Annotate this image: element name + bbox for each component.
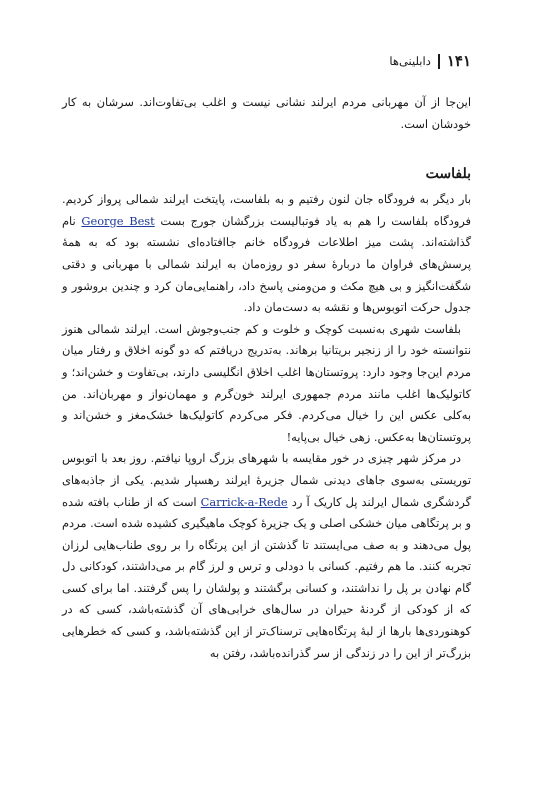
carrick-a-rede-link[interactable]: Carrick-a-Rede bbox=[200, 494, 288, 509]
section-heading: بلفاست bbox=[425, 166, 471, 183]
paragraph-3-text-end: است که از طناب بافته شده و بر پرتگاهی میان خشکی اصلی و یک جزیرهٔ کوچک ماهیگیری کشیده شده است. مردم پول می‌دهند و به صف می‌ایستند تا گذشتن از این پرتگاه را بر روی طناب‌هایی لرزان تجربه کنند. ما هم رفتیم. کسانی با دودلی و ترس و لرز گام بر می‌داشتند، کودکانی دل گام نهادن بر پل را نداشتند، و کسانی برگشتند و پولشان را پس گرفتند. اما برای کسی که از کودکی از گردنهٔ حیران در سال‌های خرابی‌های آن گذشته‌باشد، کسی که در کوهنوردی‌ها بارها از لبهٔ پرتگاه‌هایی ترسناک‌تر از این گذشته‌باشد، و کسی که خطرهایی بزرگ‌تر از این را در زندگی از سر گذرانده‌باشد، رفتن به bbox=[62, 494, 471, 660]
page-number: ۱۴۱ bbox=[446, 52, 471, 70]
intro-paragraph: این‌جا از آن مهربانی مردم ایرلند نشانی نیست و اغلب بی‌تفاوت‌اند. سرشان به کار خودشان است. bbox=[62, 95, 471, 131]
paragraph-2-text: بلفاست شهری به‌نسبت کوچک و خلوت و کم جنب‌وجوش است. ایرلند شمالی هنوز نتوانسته خود را از زنجیر بریتانیا برهاند. به‌تدریج دریافتم که دو گونه اخلاق و رفتار میان مردم این‌جا وجود دارد: پروتستان‌ها اغلب اخلاق انگلیسی دارند، بی‌تفاوت و خشن‌اند؛ و کاتولیک‌ها اغلب مانند مردم جمهوری ایرلند خون‌گرم و مهمان‌نواز و مهربان‌اند. من به‌کلی عکس این را خیال می‌کردم. فکر می‌کردم کاتولیک‌ها خشک‌مغز و خشن‌اند و پروتستان‌ها به‌عکس. زهی خیال بی‌پایه! bbox=[62, 321, 471, 444]
paragraph-1 bbox=[62, 189, 471, 319]
paragraph-1-text-end: نام گذاشته‌اند. پشت میز اطلاعات فرودگاه خانم جاافتاده‌ای نشسته بود که به همهٔ پرسش‌های فراوان ما دربارهٔ سفر دو روزه‌مان به ایرلند شمالی با مهربانی و دقتی شگفت‌انگیز و بی هیچ مکث و من‌ومنی پاسخ داد، راهنمایی‌مان کرد و چندین بروشور و جدول حرکت اتوبوس‌ها و نقشه به دست‌مان داد. bbox=[62, 213, 471, 315]
paragraph-3-text-start: در مرکز شهر چیزی در خور مقایسه با شهرهای بزرگ اروپا نیافتم. روز بعد با اتوبوس توریستی به‌سوی جاهای دیدنی شمال جزیرهٔ ایرلند رهسپار شدیم. یکی از جاذبه‌های گردشگری شمال ایرلند پل کاریک آ رد bbox=[62, 451, 471, 509]
george-best-link[interactable]: George Best bbox=[81, 213, 155, 228]
running-header bbox=[62, 50, 471, 72]
paragraph-1-text-start: بار دیگر به فرودگاه جان لنون رفتیم و به بلفاست، پایتخت ایرلند شمالی پرواز کردیم. فرودگاه بلفاست را هم به یاد فوتبالیست بزرگشان جورج بست bbox=[62, 192, 471, 228]
paragraph-2 bbox=[62, 319, 471, 449]
page-body bbox=[62, 92, 471, 664]
header-separator bbox=[438, 54, 440, 69]
paragraph-3 bbox=[62, 448, 471, 664]
book-title: دابلینی‌ها bbox=[389, 54, 431, 68]
